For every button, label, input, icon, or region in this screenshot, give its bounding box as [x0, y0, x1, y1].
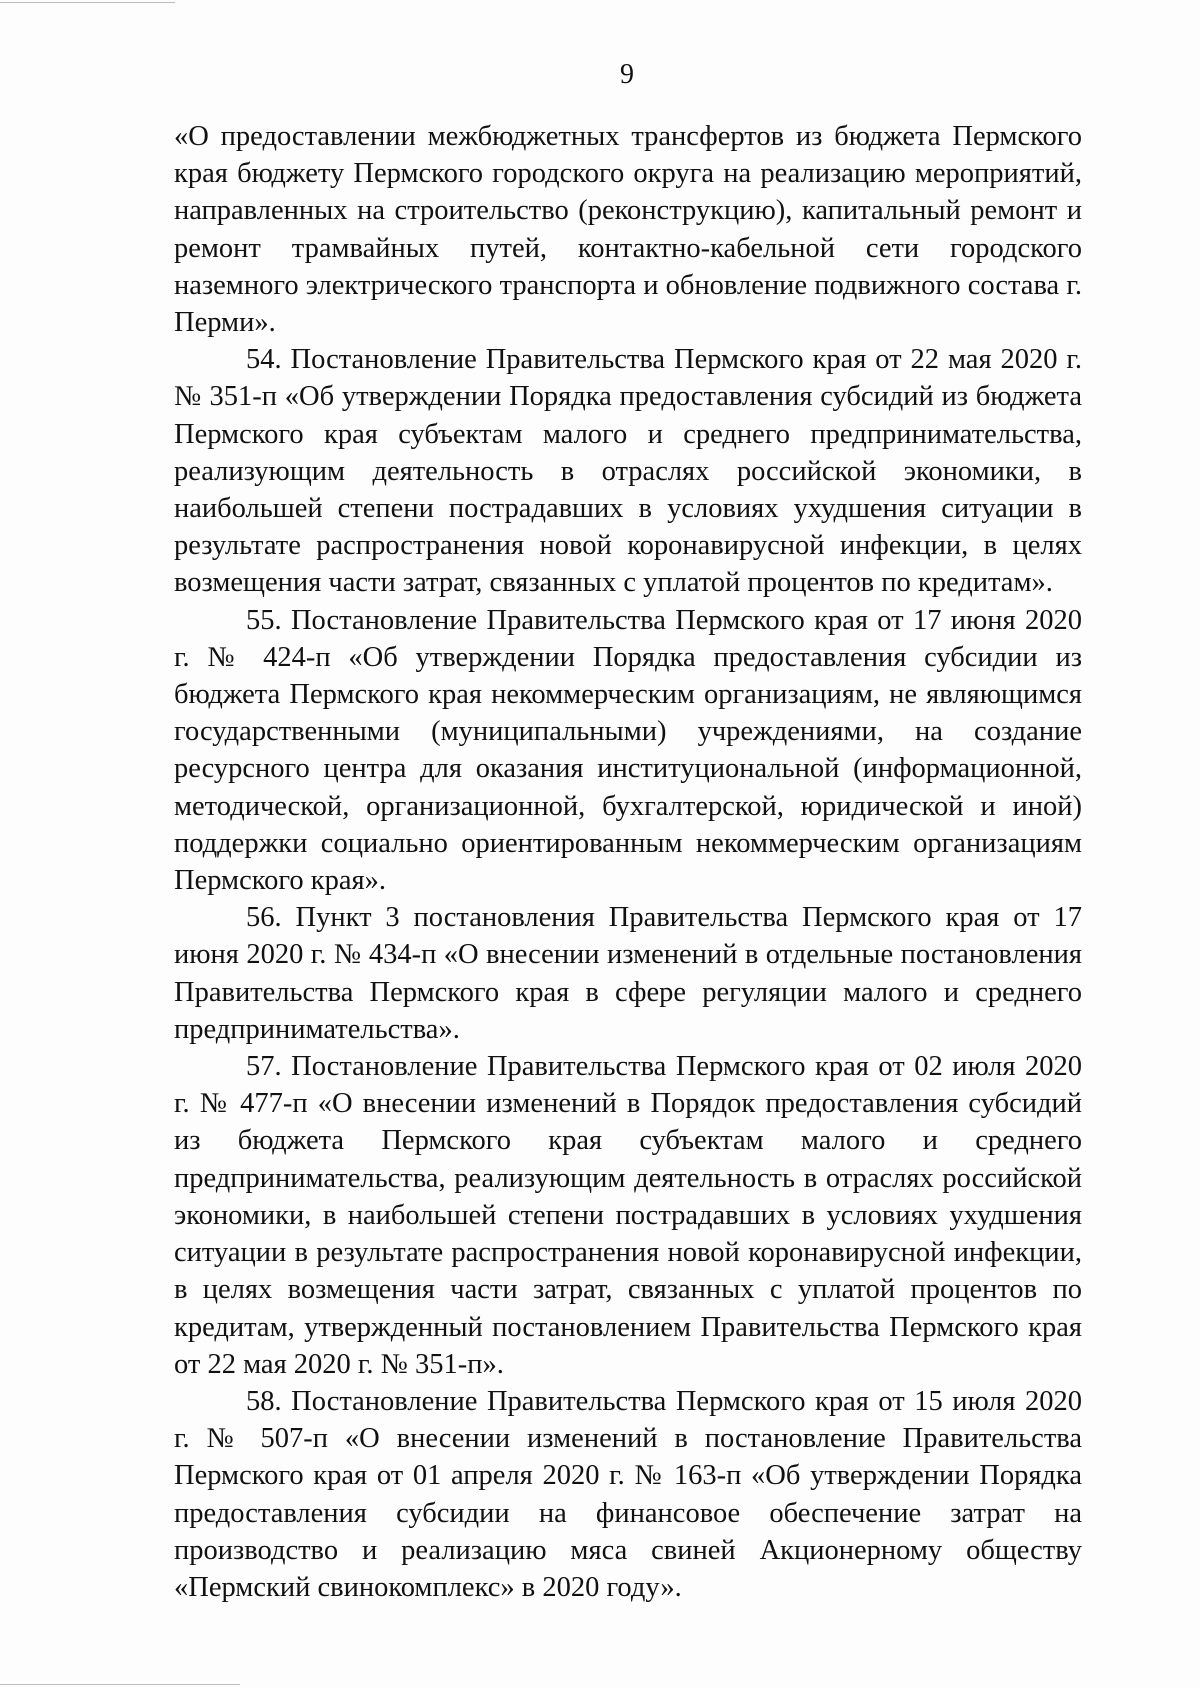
paragraph-text: 54. Постановление Правительства Пермского края от 22 мая 2020 г. № 351-п «Об утверждении Порядка предоставления субсидий из бюджета Пермского края субъектам малого и среднего предпринимательства, реализующим деятельность в отраслях российской экономики, в наибольшей степени пострадавших в условиях ухудшения ситуации в результате распространения новой коронавирусной инфекции, в целях возмещения части затрат, связанных с уплатой процентов по кредитам».: [174, 344, 1082, 599]
paragraph-text: 57. Постановление Правительства Пермского края от 02 июля 2020 г. № 477-п «О внесении изменений в Порядок предоставления субсидий из бюджета Пермского края субъектам малого и среднего предпринимательства, реализующим деятельность в отраслях российской экономики, в наибольшей степени пострадавших в условиях ухудшения ситуации в результате распространения новой коронавирусной инфекции, в целях возмещения части затрат, связанных с уплатой процентов по кредитам, утвержденный постановлением Правительства Пермского края от 22 мая 2020 г. № 351-п».: [174, 1051, 1082, 1380]
paragraph-text: «О предоставлении межбюджетных трансфертов из бюджета Пермского края бюджету Пермского городского округа на реализацию мероприятий, направленных на строительство (реконструкцию), капитальный ремонт и ремонт трамвайных путей, контактно-кабельной сети городского наземного электрического транспорта и обновление подвижного состава г. Перми».: [174, 121, 1082, 339]
paragraph: [174, 1383, 1082, 1606]
paragraph: [174, 118, 1082, 341]
paragraph-text: 55. Постановление Правительства Пермского края от 17 июня 2020 г. № 424-п «Об утверждении Порядка предоставления субсидии из бюджета Пермского края некоммерческим организациям, не являющимся государственными (муниципальными) учреждениями, на создание ресурсного центра для оказания институциональной (информационной, методической, организационной, бухгалтерской, юридической и иной) поддержки социально ориентированным некоммерческим организациям Пермского края».: [174, 604, 1082, 897]
paragraph-text: 58. Постановление Правительства Пермского края от 15 июля 2020 г. № 507-п «О внесении изменений в постановление Правительства Пермского края от 01 апреля 2020 г. № 163-п «Об утверждении Порядка предоставления субсидии на финансовое обеспечение затрат на производство и реализацию мяса свиней Акционерному обществу «Пермский свинокомплекс» в 2020 году».: [174, 1385, 1082, 1603]
paragraph: [174, 899, 1082, 1048]
page-number: 9: [620, 59, 634, 90]
paragraph: [174, 341, 1082, 601]
paragraph: [174, 1048, 1082, 1383]
paragraph: [174, 602, 1082, 900]
scan-edge-bottom: [0, 1684, 240, 1685]
document-body: [174, 118, 1082, 1606]
scan-edge-top: [0, 2, 175, 3]
paragraph-text: 56. Пункт 3 постановления Правительства Пермского края от 17 июня 2020 г. № 434-п «О внесении изменений в отдельные постановления Правительства Пермского края в сфере регуляции малого и среднего предпринимательства».: [174, 902, 1082, 1045]
